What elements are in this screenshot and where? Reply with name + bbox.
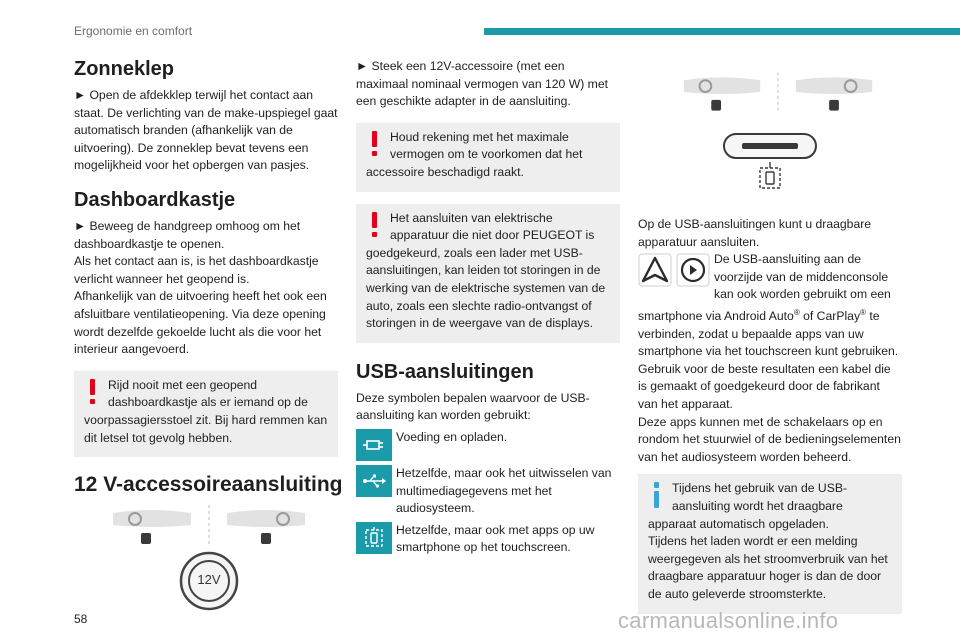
symbol-row-usb: Hetzelfde, maar ook het uitwisselen van multimediagegevens met het audiosysteem. (356, 465, 620, 518)
dashboardkastje-title: Dashboardkastje (74, 188, 236, 211)
divider-icon (776, 72, 780, 112)
header-accent-bar (484, 28, 960, 35)
12v-socket-icon: 12V (179, 551, 239, 611)
peugeot-warning: Het aansluiten van elektrische apparatuur die niet door PEUGEOT is goedgekeurd, zoals een lader met USB-aansluitingen, kan leiden tot storingen in de werking van de elektrische systemen van de auto, zoals een slechte radio-ontvangst of storingen in de weergave van de displays. (356, 204, 620, 343)
page-number: 58 (74, 612, 88, 626)
dashboardkastje-warning: Rijd nooit met een geopend dashboardkastje als er iemand op de voorpassagiersstoel zit. Bij hard remmen kan dit letsel tot gevolg hebben. (74, 371, 338, 457)
warning-icon (366, 212, 386, 242)
power-plug-icon (356, 429, 392, 461)
column-right (638, 72, 902, 614)
warning-icon (366, 131, 386, 161)
usb-icon (356, 465, 392, 497)
usb-p2: De USB-aansluiting aan de voorzijde van de middenconsole kan ook worden gebruikt om een smartphone via Android Auto® of CarPlay® te verbinden, zodat u bepaalde apps van uw smartphone via het touchscreen kunt gebruiken. (638, 252, 899, 359)
accessoire-title: 12 V-accessoireaansluiting (74, 473, 343, 497)
usb-info-box: Tijdens het gebruik van de USB-aansluiting wordt het draagbare apparaat automatisch opgeladen. Tijdens het laden wordt er een melding weergegeven als het stroomverbruik van het draagbare apparatuur hoger is dan de door de auto geleverde stroomsterkte. (638, 474, 902, 613)
column-middle (356, 58, 620, 557)
usb-intro: Deze symbolen bepalen waarvoor de USB-aansluiting kan worden gebruikt: (356, 390, 590, 423)
section-header: Ergonomie en comfort (74, 24, 193, 38)
usb-location-illustration (678, 72, 878, 112)
info-icon (648, 482, 668, 512)
dashboard-right-icon (221, 505, 311, 545)
dashboard-right-icon (790, 72, 878, 112)
symbol-row-smartphone: Hetzelfde, maar ook met apps op uw smartphone op het touchscreen. (356, 522, 620, 557)
dashboardkastje-p2: Als het contact aan is, is het dashboardkastje verlicht wanneer het geopend is. (74, 254, 319, 286)
socket-illustration (74, 551, 344, 611)
divider-icon (207, 505, 211, 545)
usb-p4: Deze apps kunnen met de schakelaars op en rondom het stuurwiel of de bedieningselementen van het audiosysteem worden beheerd. (638, 414, 901, 464)
dashboard-left-icon (107, 505, 197, 545)
usb-p3: Gebruik voor de beste resultaten een kabel die is gemaakt of goedgekeurd door de fabrikant van het apparaat. (638, 361, 891, 411)
zonneklep-text: ► Open de afdekklep terwijl het contact aan staat. De verlichting van de make-upspiegel gaat automatisch branden (afhankelijk van de uitvoering). De zonneklep bevat tevens een mogelijkheid voor het opbergen van pasjes. (74, 88, 338, 173)
dashboard-location-illustration (74, 505, 344, 545)
watermark: carmanualsonline.info (618, 608, 839, 633)
zonneklep-title: Zonneklep (74, 58, 175, 80)
carplay-icon (676, 253, 710, 287)
symbol-row-power: Voeding en opladen. (356, 429, 620, 461)
smartphone-icon (356, 522, 392, 554)
android-carplay-icons (638, 253, 710, 287)
dashboardkastje-p1: ► Beweeg de handgreep omhoog om het dashboardkastje te openen. (74, 218, 301, 251)
power-warning: Houd rekening met het maximale vermogen om te voorkomen dat het accessoire beschadigd raakt. (356, 123, 620, 192)
android-auto-icon (638, 253, 672, 287)
column-left (74, 58, 344, 611)
dashboardkastje-p3: Afhankelijk van de uitvoering heeft het ook een afsluitbare ventilatieopening. Via deze opening wordt dezelfde gekoelde lucht als die voor het interieur aangevoerd. (74, 289, 327, 357)
dashboard-left-icon (678, 72, 766, 112)
usb-title: USB-aansluitingen (356, 360, 534, 383)
usb-p1: Op de USB-aansluitingen kunt u draagbare apparatuur aansluiten. (638, 217, 872, 249)
accessoire-intro: ► Steek een 12V-accessoire (met een maximaal nominaal vermogen van 120 W) met een geschikte adapter in de aansluiting. (356, 59, 608, 109)
usb-port-icon (720, 132, 820, 202)
warning-icon (84, 379, 104, 409)
usb-port-illustration (638, 132, 902, 202)
